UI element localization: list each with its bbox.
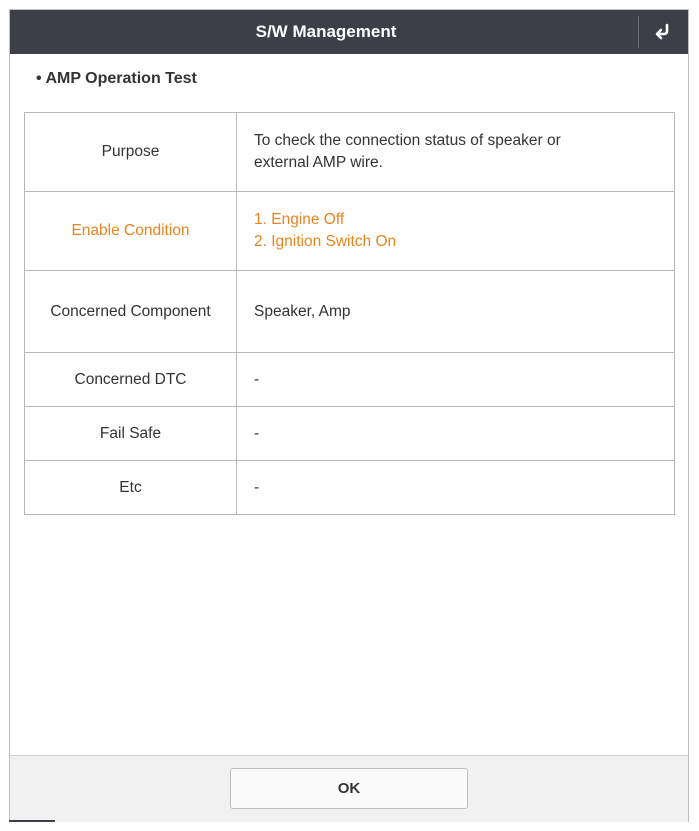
frame-corner-mark <box>9 820 55 822</box>
row-label: Concerned Component <box>25 271 237 353</box>
title-bar <box>10 10 688 54</box>
row-value-line: external AMP wire. <box>254 154 383 171</box>
section-heading: • AMP Operation Test <box>36 70 197 87</box>
dialog-window <box>9 9 689 822</box>
table-row <box>25 461 675 515</box>
row-label: Enable Condition <box>25 192 237 271</box>
info-table <box>24 112 675 515</box>
row-value <box>237 353 675 407</box>
row-value-line: Speaker, Amp <box>254 302 351 320</box>
dialog-footer <box>10 755 688 822</box>
row-value-line: - <box>254 424 260 442</box>
back-button[interactable] <box>639 10 688 54</box>
row-value <box>237 271 675 353</box>
return-arrow-icon <box>653 22 673 42</box>
row-value <box>237 192 675 271</box>
row-value <box>237 407 675 461</box>
row-value <box>237 461 675 515</box>
row-value-line: 2. Ignition Switch On <box>254 233 397 250</box>
table-row <box>25 192 675 271</box>
row-value-line: To check the connection status of speaker or <box>254 132 561 149</box>
row-value-line: - <box>254 478 260 496</box>
row-value <box>237 113 675 192</box>
table-row <box>25 407 675 461</box>
row-value-line: 1. Engine Off <box>254 211 345 228</box>
row-label: Purpose <box>25 113 237 192</box>
ok-button[interactable]: OK <box>230 768 468 809</box>
table-row <box>25 353 675 407</box>
table-row <box>25 113 675 192</box>
row-label: Concerned DTC <box>25 353 237 407</box>
dialog-title: S/W Management <box>255 22 397 41</box>
row-label: Fail Safe <box>25 407 237 461</box>
row-label: Etc <box>25 461 237 515</box>
row-value-line: - <box>254 370 260 388</box>
table-row <box>25 271 675 353</box>
